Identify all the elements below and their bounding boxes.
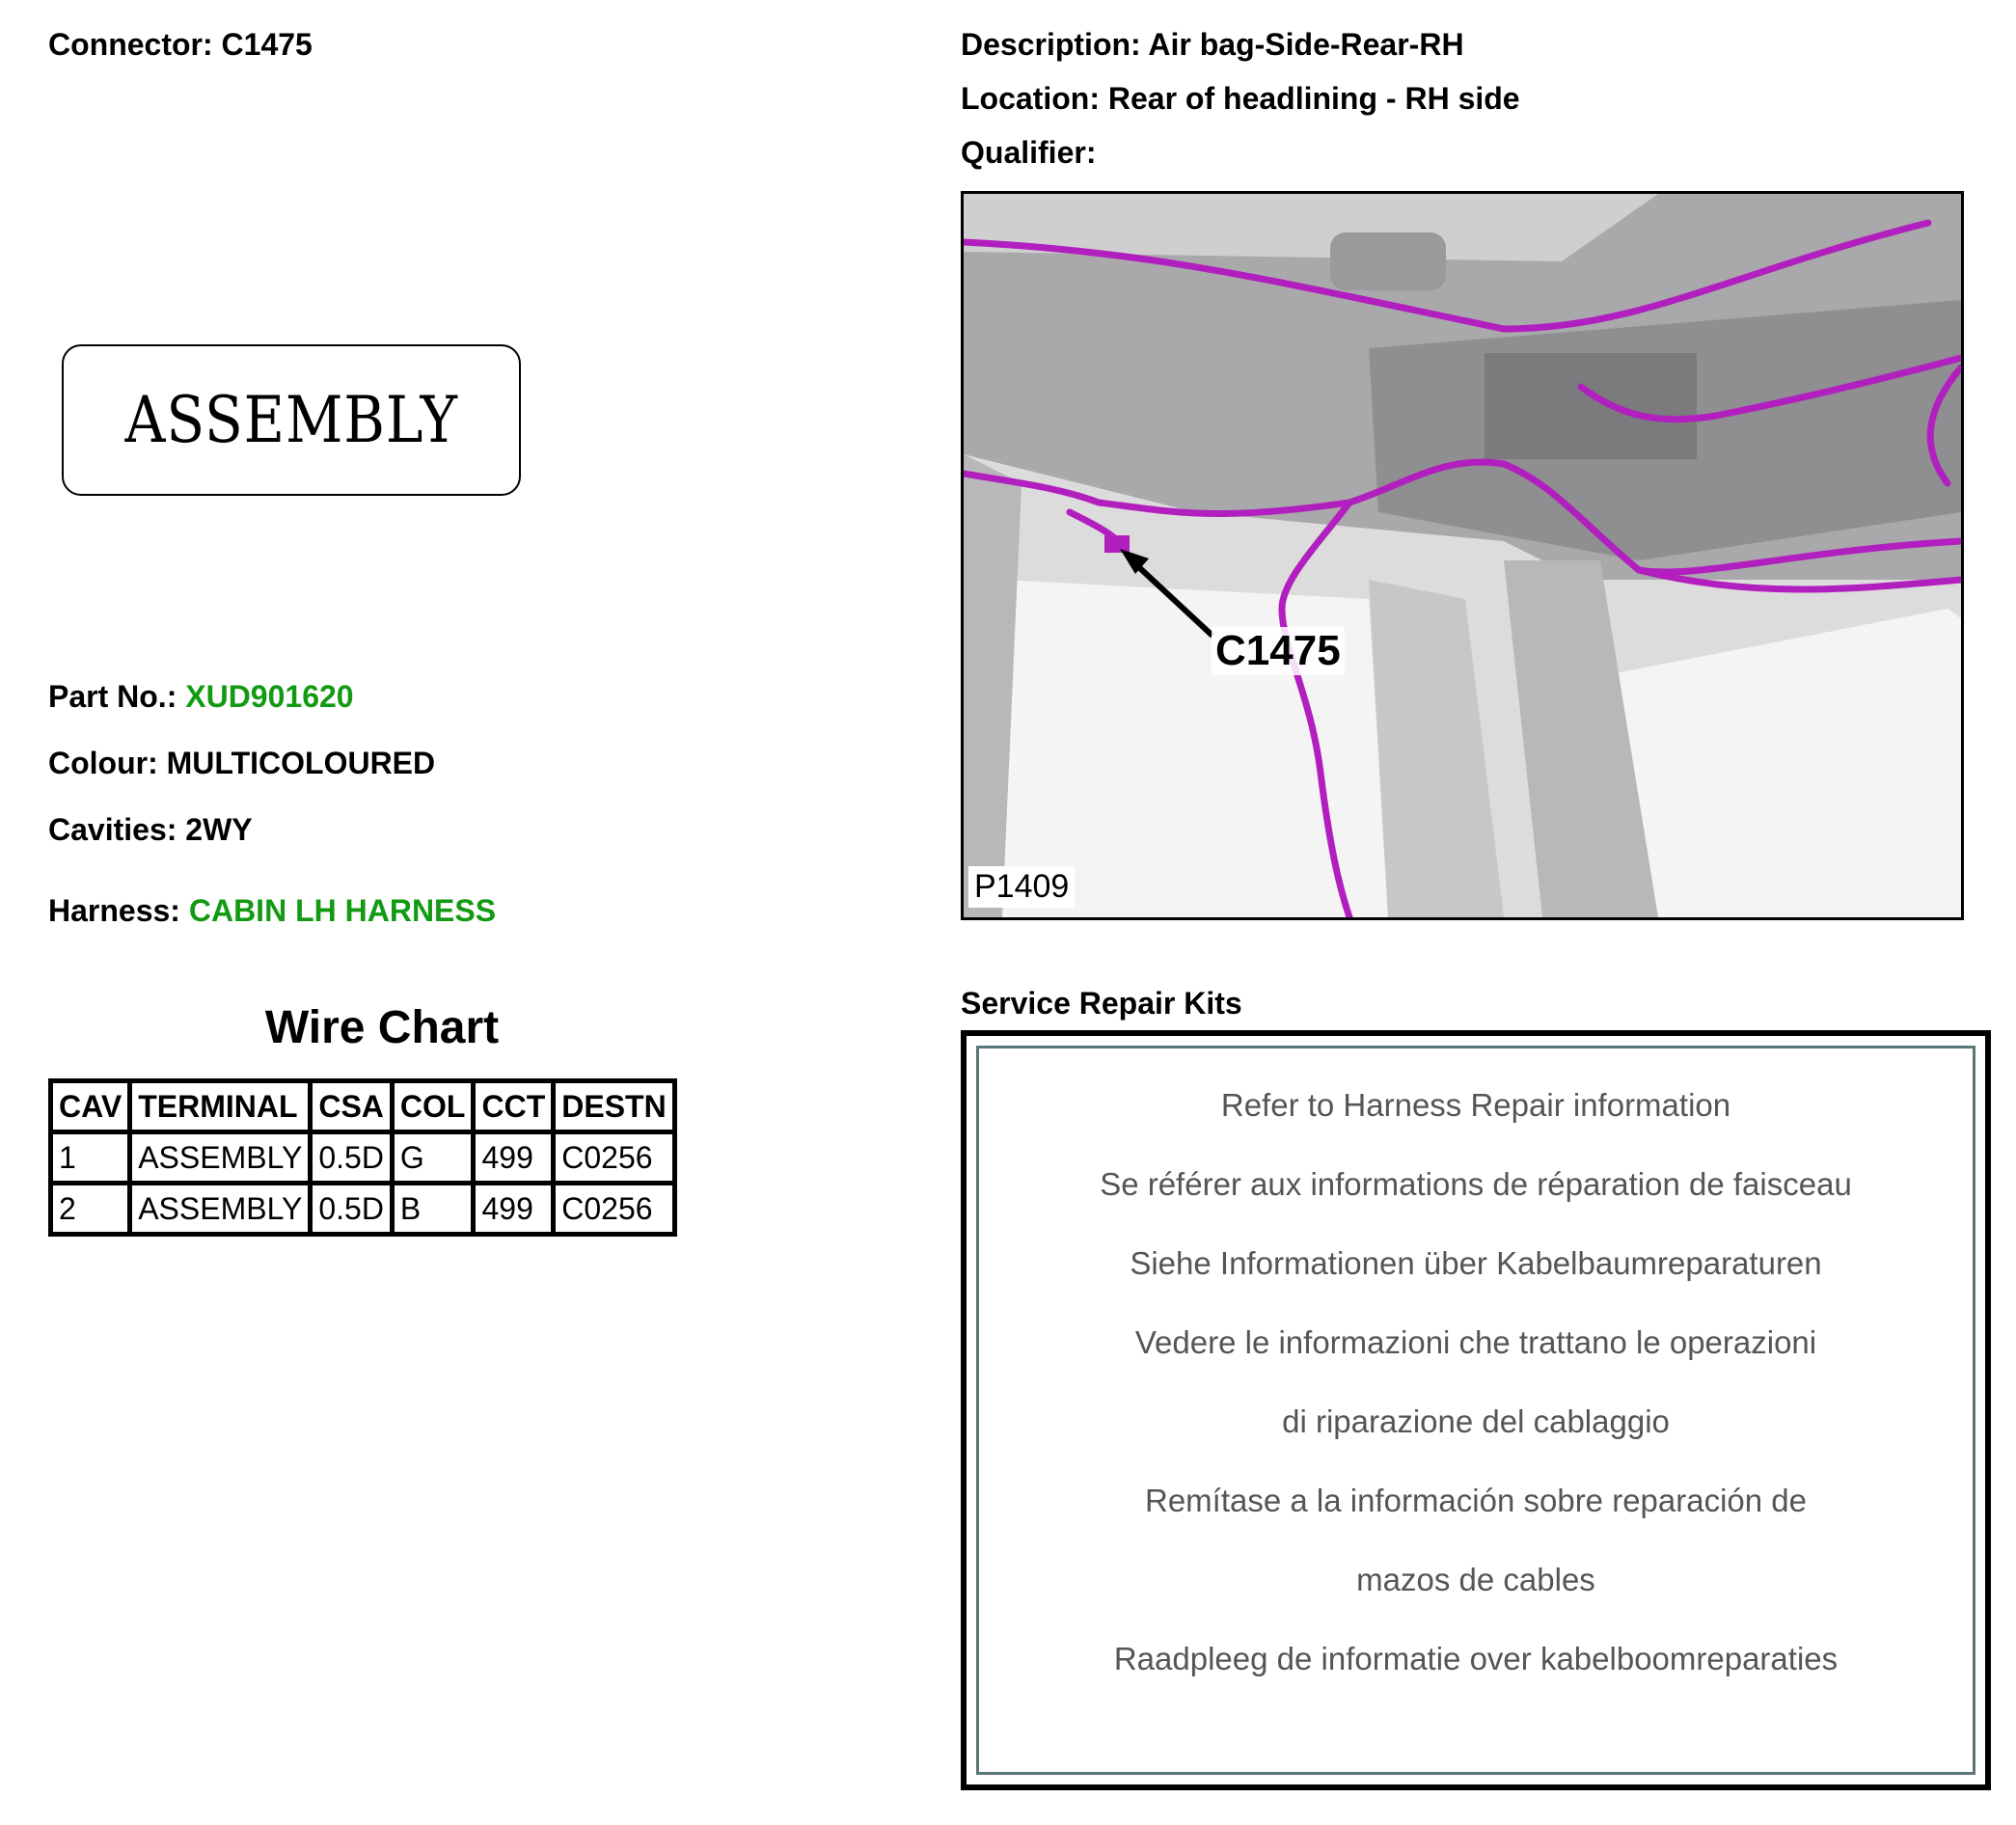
callout-label: C1475 (1212, 627, 1345, 675)
assembly-text: ASSEMBLY (124, 383, 458, 457)
table-row (51, 1132, 675, 1184)
cell-destn[interactable]: C0256 (554, 1132, 674, 1184)
location-diagram (961, 191, 1964, 920)
connector-value: C1475 (221, 27, 313, 62)
repair-line-en: Refer to Harness Repair information (1220, 1087, 1731, 1123)
connector-c1475-marker (1104, 535, 1130, 553)
harness-label: Harness: (48, 893, 180, 928)
header-col: COL (392, 1081, 474, 1132)
cell-terminal: ASSEMBLY (130, 1132, 311, 1184)
repair-line-fr: Se référer aux informations de réparation de faisceau (1100, 1166, 1852, 1202)
location-field (961, 81, 1520, 117)
part-number-link[interactable]: XUD901620 (185, 679, 354, 714)
header-terminal: TERMINAL (130, 1081, 311, 1132)
header-csa: CSA (311, 1081, 393, 1132)
location-value: Rear of headlining - RH side (1107, 81, 1520, 116)
figure-id: P1409 (968, 866, 1075, 908)
harness-field (48, 893, 496, 929)
header-cav: CAV (51, 1081, 130, 1132)
qualifier-label: Qualifier: (961, 135, 1097, 170)
qualifier-field (961, 135, 1096, 171)
roof-bump (1330, 232, 1446, 290)
description-field (961, 27, 1464, 63)
part-number-field (48, 679, 354, 715)
colour-field (48, 746, 435, 781)
repair-line-it-1: Vedere le informazioni che trattano le operazioni (1134, 1324, 1817, 1360)
colour-value: MULTICOLOURED (166, 746, 436, 780)
repair-kits-inner-frame (976, 1046, 1975, 1775)
connector-field (48, 27, 313, 63)
header-destn: DESTN (554, 1081, 674, 1132)
repair-line-es-2: mazos de cables (1356, 1562, 1595, 1597)
cell-col: B (392, 1184, 474, 1235)
location-label: Location: (961, 81, 1100, 116)
cell-cct: 499 (474, 1132, 554, 1184)
repair-line-es-1: Remítase a la información sobre reparación de (1144, 1483, 1808, 1518)
cavities-field (48, 812, 253, 848)
cell-cav: 2 (51, 1184, 130, 1235)
cell-cav: 1 (51, 1132, 130, 1184)
connector-face-view (62, 344, 521, 496)
cell-destn[interactable]: C0256 (554, 1184, 674, 1235)
wire-chart-header-row (51, 1081, 675, 1132)
header-cct: CCT (474, 1081, 554, 1132)
cell-terminal: ASSEMBLY (130, 1184, 311, 1235)
b-pillar (1369, 580, 1504, 917)
table-row (51, 1184, 675, 1235)
roof-console (1485, 353, 1697, 459)
repair-line-de: Siehe Informationen über Kabelbaumreparaturen (1130, 1245, 1822, 1281)
cell-csa: 0.5D (311, 1132, 393, 1184)
part-number-label: Part No.: (48, 679, 177, 714)
description-label: Description: (961, 27, 1141, 62)
cell-csa: 0.5D (311, 1184, 393, 1235)
repair-kits-panel (961, 1030, 1991, 1790)
cavities-label: Cavities: (48, 812, 177, 847)
wire-chart-table (48, 1078, 677, 1237)
window-opening-right (1600, 609, 1961, 917)
colour-label: Colour: (48, 746, 158, 780)
cell-cct: 499 (474, 1184, 554, 1235)
cavities-value: 2WY (185, 812, 253, 847)
description-value: Air bag-Side-Rear-RH (1148, 27, 1464, 62)
cell-col: G (392, 1132, 474, 1184)
repair-kits-title: Service Repair Kits (961, 986, 1242, 1021)
headlining-illustration (964, 194, 1961, 917)
repair-line-it-2: di riparazione del cablaggio (1282, 1403, 1670, 1439)
connector-label: Connector: (48, 27, 213, 62)
harness-link[interactable]: CABIN LH HARNESS (188, 893, 497, 928)
wire-chart-title: Wire Chart (264, 1002, 500, 1053)
repair-line-nl: Raadpleeg de informatie over kabelboomreparaties (1113, 1641, 1839, 1676)
